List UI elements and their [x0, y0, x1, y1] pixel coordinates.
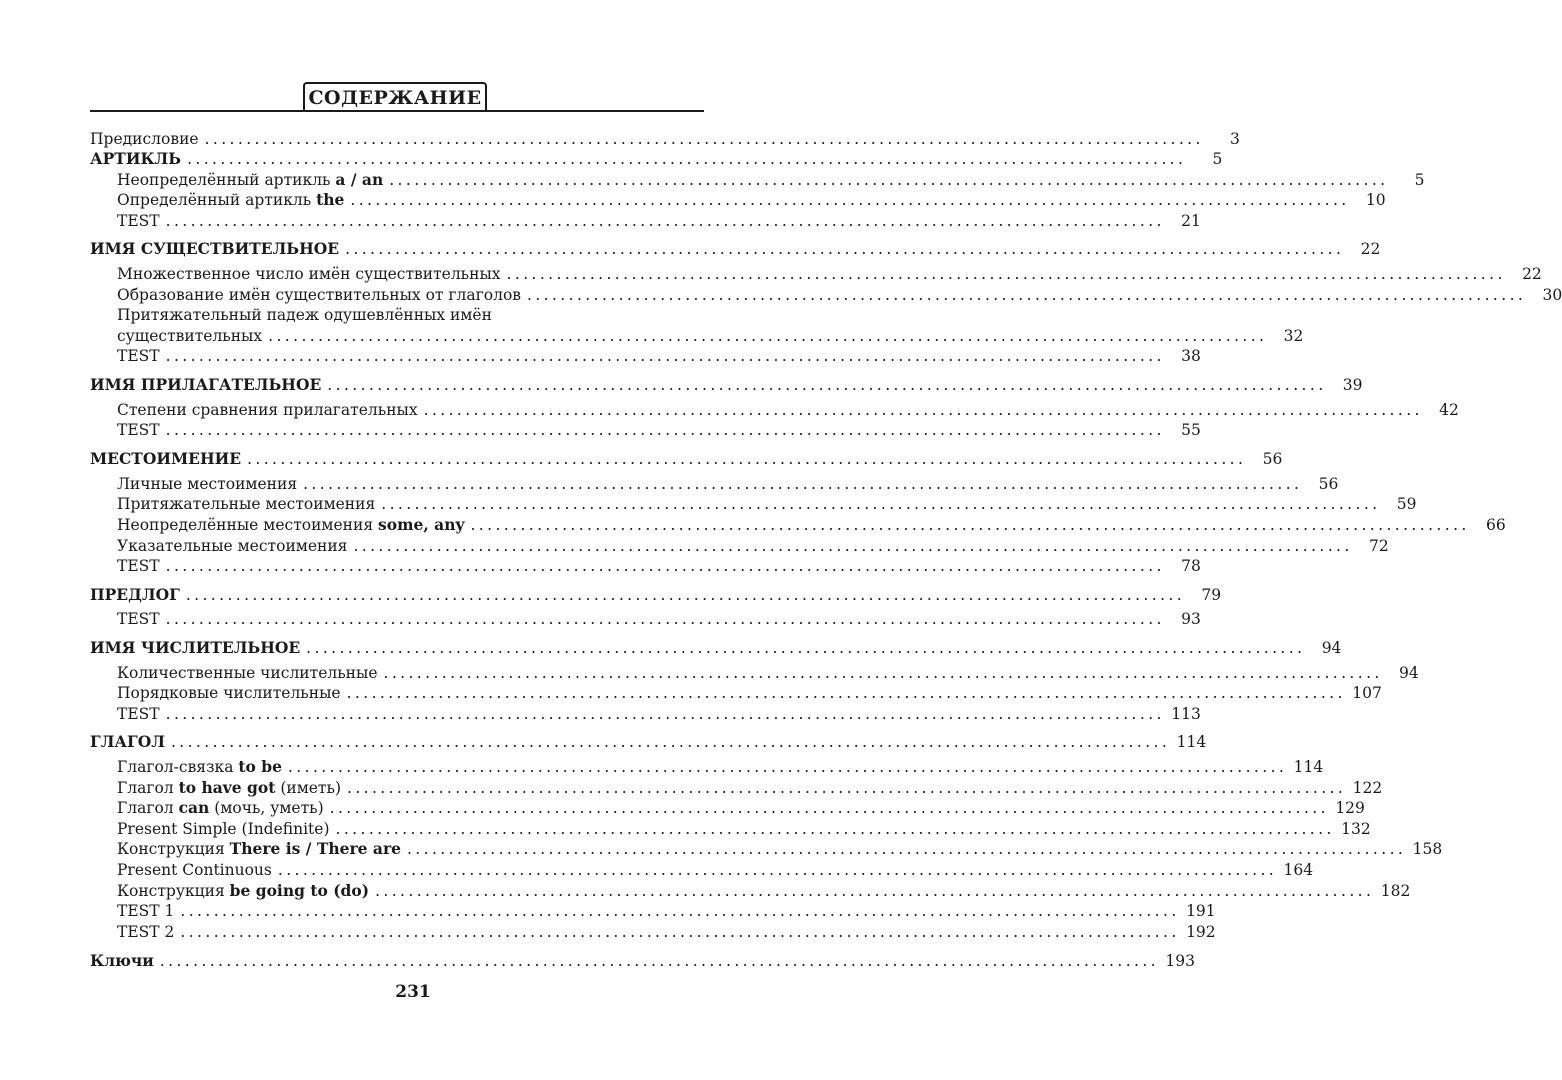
toc-page-number: 113: [1171, 705, 1201, 723]
toc-page-number: 66: [1486, 516, 1506, 534]
toc-subentry[interactable]: [90, 264, 1542, 284]
toc-subentry[interactable]: [90, 663, 1419, 683]
toc-leader-dots: ........................................................................................................................: [170, 733, 1171, 751]
toc-entry-label: Притяжательный падеж одушевлённых имён: [117, 306, 492, 324]
toc-entry-label-bold: to have got: [178, 778, 276, 797]
toc-entry-label: Степени сравнения прилагательных: [117, 401, 418, 419]
toc-subentry[interactable]: [90, 211, 1201, 231]
toc-entry-label: TEST 2: [117, 923, 175, 941]
toc-page-number: 193: [1165, 952, 1196, 970]
toc-page-number: 38: [1181, 347, 1201, 365]
toc-leader-dots: ........................................................................................................................: [306, 639, 1306, 657]
toc-leader-dots: ........................................................................................................................: [335, 820, 1335, 838]
toc-entry-label-part: Глагол: [117, 799, 179, 817]
toc-subentry[interactable]: [90, 704, 1201, 724]
toc-page-number: 39: [1342, 376, 1363, 394]
toc-entry-label-part: Неопределённый артикль: [117, 171, 336, 189]
toc-page-number: 114: [1293, 758, 1324, 776]
toc-page-number: 164: [1283, 861, 1314, 879]
toc-subentry[interactable]: [90, 819, 1371, 839]
toc-section-entry[interactable]: [90, 585, 1222, 605]
toc-entry-label: Указательные местоимения: [117, 537, 348, 555]
toc-leader-dots: ........................................................................................................................: [204, 130, 1204, 148]
toc-entry-label: Предисловие: [90, 130, 199, 148]
toc-subentry[interactable]: [90, 881, 1411, 901]
toc-leader-dots: ........................................................................................................................: [180, 902, 1180, 920]
toc-entry-label: ГЛАГОЛ: [90, 732, 165, 751]
toc-entry-label: [90, 798, 324, 818]
toc-page-number: 56: [1262, 450, 1283, 468]
toc-page-number: 72: [1368, 537, 1389, 555]
toc-entry-label: TEST: [117, 557, 160, 575]
toc-entry-label: Present Continuous: [117, 861, 272, 879]
toc-entry-label: ИМЯ ЧИСЛИТЕЛЬНОЕ: [90, 638, 301, 657]
toc-section-entry[interactable]: [90, 951, 1196, 971]
toc-entry-label-bold: There is / There are: [229, 839, 401, 858]
toc-subentry[interactable]: [90, 420, 1201, 440]
toc-page-number: 132: [1341, 820, 1371, 838]
toc-leader-dots: ........................................................................................................................: [159, 952, 1160, 970]
toc-page-number: 158: [1412, 840, 1443, 858]
toc-section-entry[interactable]: [90, 375, 1363, 395]
toc-leader-dots: ........................................................................................................................: [470, 516, 1470, 534]
toc-subentry[interactable]: [90, 901, 1216, 921]
toc-page-number: 21: [1181, 212, 1201, 230]
toc-entry-label-bold: some, any: [378, 515, 465, 534]
toc-subentry[interactable]: [90, 922, 1216, 942]
toc-entry-label: TEST: [117, 347, 160, 365]
toc-entry-label: Порядковые числительные: [117, 684, 341, 702]
toc-page-number: 30: [1542, 286, 1562, 304]
toc-heading: СОДЕРЖАНИЕ: [303, 82, 487, 111]
toc-page-number: 78: [1181, 557, 1201, 575]
page-number: 231: [395, 982, 431, 1002]
toc-leader-dots: ........................................................................................................................: [303, 475, 1303, 493]
toc-entry-label: TEST: [117, 610, 160, 628]
toc-page-number: 94: [1321, 639, 1342, 657]
toc-leader-dots: ........................................................................................................................: [527, 286, 1527, 304]
toc-subentry[interactable]: [90, 474, 1339, 494]
toc-page-number: 22: [1360, 240, 1381, 258]
toc-entry-label: ПРЕДЛОГ: [90, 585, 180, 604]
toc-entry-label: Личные местоимения: [117, 475, 298, 493]
toc-page-number: 5: [1414, 171, 1425, 189]
toc-subentry[interactable]: [90, 305, 704, 325]
heading-rule: [90, 110, 704, 112]
toc-leader-dots: ........................................................................................................................: [375, 882, 1375, 900]
toc-section-entry[interactable]: [90, 449, 1283, 469]
toc-page-number: 122: [1352, 779, 1383, 797]
toc-leader-dots: ........................................................................................................................: [423, 401, 1423, 419]
toc-entry-label-part: Глагол: [117, 779, 179, 797]
toc-leader-dots: ........................................................................................................................: [165, 610, 1165, 628]
toc-page-number: 114: [1176, 733, 1207, 751]
toc-page-number: 107: [1352, 684, 1382, 702]
toc-page-number: 191: [1186, 902, 1216, 920]
toc-entry-label: АРТИКЛЬ: [90, 149, 182, 168]
toc-entry-label: [90, 778, 341, 798]
toc-entry-label-part: Определённый артикль: [117, 191, 317, 209]
toc-leader-dots: ........................................................................................................................: [353, 537, 1353, 555]
toc-entry-label-part: Неопределённые местоимения: [117, 516, 379, 534]
toc-subentry[interactable]: [90, 757, 1324, 777]
toc-page-number: 129: [1335, 799, 1365, 817]
toc-subentry[interactable]: [90, 190, 1386, 210]
toc-section-entry[interactable]: [90, 129, 1240, 149]
toc-entry-label: [90, 190, 344, 210]
toc-subentry[interactable]: [90, 346, 1201, 366]
toc-entry-label: Количественные числительные: [117, 664, 378, 682]
toc-entry-label-bold: be going to (do): [229, 881, 370, 900]
toc-subentry[interactable]: [90, 285, 1562, 305]
toc-entry-label: [90, 515, 464, 535]
toc-page-number: 22: [1522, 265, 1542, 283]
toc-subentry[interactable]: [90, 839, 1443, 859]
toc-entry-label: TEST 1: [117, 902, 175, 920]
toc-leader-dots: ........................................................................................................................: [180, 923, 1180, 941]
toc-subentry[interactable]: [90, 798, 1365, 818]
toc-leader-dots: ........................................................................................................................: [406, 840, 1407, 858]
toc-subentry[interactable]: [90, 683, 1382, 703]
toc-leader-dots: ........................................................................................................................: [165, 347, 1165, 365]
toc-entry-label: TEST: [117, 705, 160, 723]
toc-entry-label-part: Конструкция: [117, 882, 230, 900]
toc-entry-label: Ключи: [90, 951, 154, 970]
toc-entry-label: [90, 881, 369, 901]
toc-entry-label-bold: can: [178, 798, 210, 817]
toc-entry-label: Образование имён существительных от глаголов: [117, 286, 521, 304]
toc-leader-dots: ........................................................................................................................: [381, 495, 1381, 513]
toc-entry-label-bold: to be: [238, 757, 282, 776]
toc-section-entry[interactable]: [90, 239, 1381, 259]
toc-page-number: 56: [1318, 475, 1339, 493]
toc-page-number: 79: [1201, 586, 1222, 604]
toc-subentry[interactable]: [90, 326, 1304, 346]
toc-page-number: 42: [1439, 401, 1459, 419]
toc-page-number: 32: [1283, 327, 1304, 345]
toc-leader-dots: ........................................................................................................................: [165, 705, 1165, 723]
toc-page-number: 182: [1380, 882, 1411, 900]
toc-entry-label: Множественное число имён существительных: [117, 265, 501, 283]
toc-entry-label-bold: the: [316, 190, 345, 209]
toc-leader-dots: ........................................................................................................................: [327, 376, 1327, 394]
toc-subentry[interactable]: [90, 536, 1389, 556]
toc-leader-dots: ........................................................................................................................: [165, 557, 1165, 575]
toc-entry-label-part: Конструкция: [117, 840, 230, 858]
toc-leader-dots: ........................................................................................................................: [329, 799, 1329, 817]
toc-entry-label: [90, 839, 401, 859]
toc-section-entry[interactable]: [90, 732, 1207, 752]
toc-entry-label: TEST: [117, 421, 160, 439]
toc-leader-dots: ........................................................................................................................: [345, 240, 1345, 258]
toc-subentry[interactable]: [90, 494, 1417, 514]
toc-leader-dots: ........................................................................................................................: [185, 586, 1186, 604]
toc-leader-dots: ........................................................................................................................: [350, 191, 1350, 209]
toc-entry-label: МЕСТОИМЕНИЕ: [90, 449, 242, 468]
toc-entry-label: [90, 757, 282, 777]
toc-leader-dots: ........................................................................................................................: [268, 327, 1268, 345]
toc-subentry[interactable]: [90, 170, 1425, 190]
toc-subentry[interactable]: [90, 556, 1201, 576]
toc-entry-label-part: Глагол-связка: [117, 758, 239, 776]
toc-entry-label-part: (иметь): [275, 779, 341, 797]
toc-page-number: 55: [1181, 421, 1201, 439]
toc-leader-dots: ........................................................................................................................: [389, 171, 1389, 189]
toc-entry-label: Притяжательные местоимения: [117, 495, 376, 513]
toc-leader-dots: ........................................................................................................................: [347, 779, 1347, 797]
toc-page-number: 5: [1212, 150, 1223, 168]
toc-leader-dots: ........................................................................................................................: [187, 150, 1187, 168]
toc-leader-dots: ........................................................................................................................: [165, 421, 1165, 439]
toc-entry-label: существительных: [117, 327, 263, 345]
toc-leader-dots: ........................................................................................................................: [383, 664, 1383, 682]
toc-subentry[interactable]: [90, 609, 1201, 629]
toc-subentry[interactable]: [90, 515, 1506, 535]
toc-page-number: 3: [1229, 130, 1240, 148]
toc-section-entry[interactable]: [90, 638, 1342, 658]
toc-subentry[interactable]: [90, 778, 1383, 798]
toc-page-number: 10: [1365, 191, 1386, 209]
toc-section-entry[interactable]: [90, 149, 1223, 169]
toc-subentry[interactable]: [90, 400, 1459, 420]
toc-page-number: 93: [1181, 610, 1201, 628]
toc-page-number: 192: [1186, 923, 1216, 941]
toc-leader-dots: ........................................................................................................................: [165, 212, 1165, 230]
toc-entry-label: ИМЯ ПРИЛАГАТЕЛЬНОЕ: [90, 375, 322, 394]
toc-entry-label: Present Simple (Indefinite): [117, 820, 330, 838]
toc-leader-dots: ........................................................................................................................: [277, 861, 1278, 879]
toc-leader-dots: ........................................................................................................................: [247, 450, 1247, 468]
toc-entry-label: TEST: [117, 212, 160, 230]
toc-entry-label-part: (мочь, уметь): [209, 799, 324, 817]
toc-subentry[interactable]: [90, 860, 1314, 880]
toc-entry-label: ИМЯ СУЩЕСТВИТЕЛЬНОЕ: [90, 239, 340, 258]
toc-leader-dots: ........................................................................................................................: [287, 758, 1288, 776]
toc-entry-label: [90, 170, 383, 190]
toc-leader-dots: ........................................................................................................................: [346, 684, 1346, 702]
toc-page-number: 59: [1396, 495, 1417, 513]
toc-page-number: 94: [1399, 664, 1419, 682]
toc-leader-dots: ........................................................................................................................: [506, 265, 1506, 283]
toc-entry-label-bold: a / an: [335, 170, 384, 189]
